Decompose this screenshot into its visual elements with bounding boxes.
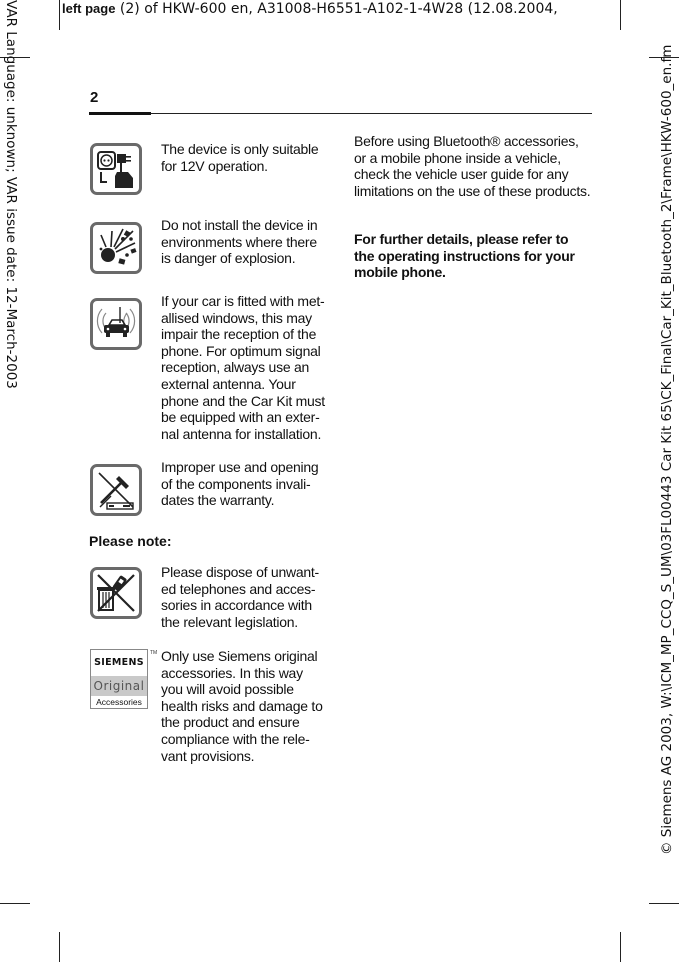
text-line: the operating instructions for your bbox=[354, 247, 575, 264]
side-note-left: VAR Language: unknown; VAR issue date: 12-March-2003 bbox=[3, 0, 19, 389]
text-line: is danger of explosion. bbox=[161, 250, 296, 267]
crossed-out-bin-icon bbox=[90, 567, 142, 619]
text-line: Before using Bluetooth® accessories, bbox=[354, 133, 579, 149]
crop-mark bbox=[59, 0, 60, 30]
text-line: For further details, please refer to bbox=[354, 231, 569, 247]
crop-mark bbox=[620, 932, 621, 962]
text-line: or a mobile phone inside a vehicle, bbox=[354, 149, 561, 166]
header-text: (2) of HKW-600 en, A31008-H6551-A102-1-4W28 (12.08.2004, bbox=[119, 1, 558, 17]
power-plug-12v-icon bbox=[90, 143, 142, 195]
logo-original: Original bbox=[91, 676, 147, 696]
crop-mark bbox=[59, 932, 60, 962]
text-line: Please dispose of unwant- bbox=[161, 564, 319, 580]
car-antenna-icon bbox=[90, 298, 142, 350]
text-line: phone and the Car Kit must bbox=[161, 392, 325, 409]
warning-warranty-text bbox=[161, 459, 318, 509]
text-line: health risks and damage to bbox=[161, 697, 323, 714]
warning-power-text bbox=[161, 141, 318, 174]
page-number: 2 bbox=[90, 89, 99, 106]
bluetooth-notice-text bbox=[354, 133, 590, 199]
crop-mark bbox=[620, 0, 621, 30]
text-line: the relevant legislation. bbox=[161, 613, 298, 630]
warning-explosion-text bbox=[161, 217, 317, 267]
warning-antenna-text bbox=[161, 293, 325, 442]
siemens-original-accessories-logo bbox=[90, 649, 148, 709]
crop-mark bbox=[0, 903, 30, 904]
logo-accessories: Accessories bbox=[96, 697, 142, 707]
text-line: vant provisions. bbox=[161, 747, 255, 764]
no-tools-opening-icon bbox=[90, 464, 142, 516]
header-rule bbox=[150, 113, 592, 114]
print-header bbox=[62, 0, 558, 18]
text-line: impair the reception of the bbox=[161, 326, 317, 343]
text-line: be equipped with an exter- bbox=[161, 409, 320, 426]
text-line: accessories. In this way bbox=[161, 664, 303, 681]
note-disposal-text bbox=[161, 564, 319, 630]
text-line: Do not install the device in bbox=[161, 217, 318, 233]
note-original-accessories-text bbox=[161, 648, 323, 764]
text-line: Improper use and opening bbox=[161, 459, 319, 475]
note-heading: Please note: bbox=[89, 533, 172, 549]
logo-brand: SIEMENS bbox=[94, 657, 144, 668]
text-line: dates the warranty. bbox=[161, 492, 275, 509]
text-line: mobile phone. bbox=[354, 264, 446, 281]
text-line: phone. For optimum signal bbox=[161, 342, 321, 359]
text-line: sories in accordance with bbox=[161, 597, 312, 614]
text-line: limitations on the use of these products. bbox=[354, 182, 591, 199]
text-line: ed telephones and acces- bbox=[161, 580, 316, 597]
text-line: external antenna. Your bbox=[161, 375, 296, 392]
text-line: allised windows, this may bbox=[161, 309, 312, 326]
crop-mark bbox=[649, 903, 679, 904]
text-line: you will avoid possible bbox=[161, 681, 294, 698]
explosion-hazard-icon bbox=[90, 222, 142, 274]
text-line: If your car is fitted with met- bbox=[161, 293, 325, 309]
text-line: environments where there bbox=[161, 233, 317, 250]
text-line: of the components invali- bbox=[161, 475, 311, 492]
further-details-text bbox=[354, 231, 575, 281]
text-line: the product and ensure bbox=[161, 714, 300, 731]
side-note-right: © Siemens AG 2003, W:\ICM_MP_CCQ_S_UM\03FL00443 Car Kit 65\CK_Final\Car_Kit_Bluetooth_2\Frame\HKW-600_en.fm bbox=[659, 44, 675, 855]
header-label: left page bbox=[62, 1, 116, 16]
text-line: reception, always use an bbox=[161, 359, 310, 376]
header-rule-thick bbox=[89, 112, 151, 115]
text-line: check the vehicle user guide for any bbox=[354, 166, 569, 183]
text-line: Only use Siemens original bbox=[161, 648, 318, 664]
text-line: The device is only suitable bbox=[161, 141, 319, 157]
text-line: compliance with the rele- bbox=[161, 730, 310, 747]
trademark-mark: TM bbox=[150, 650, 158, 656]
text-line: nal antenna for installation. bbox=[161, 425, 322, 442]
text-line: for 12V operation. bbox=[161, 157, 268, 174]
